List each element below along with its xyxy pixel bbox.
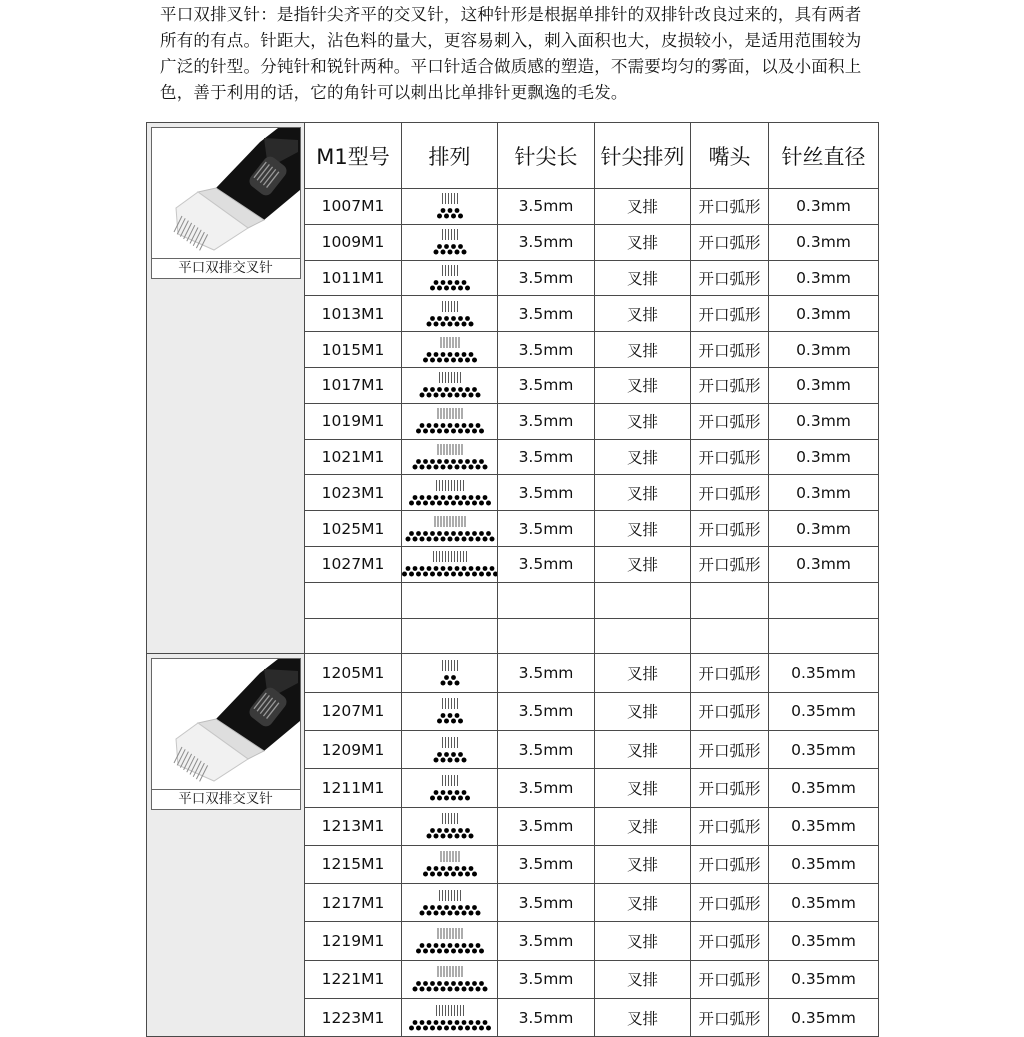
- model-cell: 1217M1: [305, 884, 402, 922]
- header-row: [147, 123, 879, 189]
- needle-arrangement-diagram: [402, 888, 498, 918]
- diameter-cell: 0.3mm: [769, 511, 879, 547]
- product-image-caption: 平口双排交叉针: [152, 258, 300, 278]
- model-cell: 1021M1: [305, 439, 402, 475]
- needle-arrangement-diagram: [402, 811, 498, 841]
- model-cell: 1207M1: [305, 692, 402, 730]
- model-cell: [305, 582, 402, 618]
- tip-length-cell: 3.5mm: [498, 769, 595, 807]
- model-cell: 1209M1: [305, 730, 402, 768]
- needle-arrangement-diagram: [402, 658, 498, 688]
- mouth-cell: 开口弧形: [691, 845, 769, 883]
- model-cell: 1223M1: [305, 999, 402, 1037]
- tip-arrangement-cell: 叉排: [595, 296, 691, 332]
- tip-arrangement-cell: 叉排: [595, 960, 691, 998]
- tip-length-cell: 3.5mm: [498, 884, 595, 922]
- needle-arrangement-diagram: [402, 478, 498, 508]
- model-cell: 1007M1: [305, 189, 402, 225]
- tip-arrangement-cell: 叉排: [595, 845, 691, 883]
- tip-length-cell: 3.5mm: [498, 730, 595, 768]
- mouth-cell: 开口弧形: [691, 922, 769, 960]
- model-cell: 1015M1: [305, 332, 402, 368]
- needle-arrangement-diagram: [402, 621, 498, 651]
- model-cell: 1011M1: [305, 260, 402, 296]
- mouth-cell: 开口弧形: [691, 475, 769, 511]
- tattoo-cartridge-needle-icon: [152, 128, 300, 258]
- diameter-cell: 0.3mm: [769, 224, 879, 260]
- diameter-cell: 0.3mm: [769, 189, 879, 225]
- tip-length-cell: [498, 618, 595, 654]
- diameter-cell: 0.3mm: [769, 332, 879, 368]
- diameter-cell: [769, 618, 879, 654]
- product-image-frame: [151, 127, 301, 279]
- tip-length-cell: 3.5mm: [498, 224, 595, 260]
- diameter-cell: 0.35mm: [769, 730, 879, 768]
- mouth-cell: 开口弧形: [691, 807, 769, 845]
- arrangement-cell: [402, 546, 498, 582]
- model-cell: 1219M1: [305, 922, 402, 960]
- tip-arrangement-cell: [595, 618, 691, 654]
- arrangement-cell: [402, 654, 498, 692]
- diameter-cell: 0.35mm: [769, 845, 879, 883]
- tip-arrangement-cell: 叉排: [595, 769, 691, 807]
- table-row: [147, 654, 879, 692]
- diameter-cell: 0.35mm: [769, 769, 879, 807]
- group-image-cell: [147, 123, 305, 654]
- needle-arrangement-diagram: [402, 964, 498, 994]
- tip-arrangement-cell: 叉排: [595, 260, 691, 296]
- model-cell: 1019M1: [305, 403, 402, 439]
- tip-length-cell: 3.5mm: [498, 403, 595, 439]
- mouth-cell: 开口弧形: [691, 189, 769, 225]
- diameter-cell: 0.35mm: [769, 999, 879, 1037]
- arrangement-cell: [402, 260, 498, 296]
- arrangement-cell: [402, 475, 498, 511]
- needle-arrangement-diagram: [402, 849, 498, 879]
- tip-arrangement-cell: 叉排: [595, 403, 691, 439]
- tip-arrangement-cell: 叉排: [595, 367, 691, 403]
- model-cell: 1215M1: [305, 845, 402, 883]
- arrangement-cell: [402, 367, 498, 403]
- needle-spec-table: [146, 122, 879, 1037]
- model-cell: 1211M1: [305, 769, 402, 807]
- tip-arrangement-cell: 叉排: [595, 884, 691, 922]
- diameter-cell: 0.3mm: [769, 439, 879, 475]
- tip-length-cell: [498, 582, 595, 618]
- arrangement-cell: [402, 439, 498, 475]
- intro-paragraph: [160, 2, 876, 106]
- tip-length-cell: 3.5mm: [498, 807, 595, 845]
- tip-length-cell: 3.5mm: [498, 439, 595, 475]
- diameter-cell: 0.3mm: [769, 475, 879, 511]
- mouth-cell: 开口弧形: [691, 692, 769, 730]
- model-cell: [305, 618, 402, 654]
- arrangement-cell: [402, 692, 498, 730]
- mouth-cell: 开口弧形: [691, 999, 769, 1037]
- mouth-cell: 开口弧形: [691, 730, 769, 768]
- diameter-cell: 0.35mm: [769, 654, 879, 692]
- mouth-cell: 开口弧形: [691, 260, 769, 296]
- intro-line: 平口双排叉针：是指针尖齐平的交叉针，这种针形是根据单排针的双排针改良过来的，具有两者: [160, 5, 862, 24]
- mouth-cell: 开口弧形: [691, 960, 769, 998]
- needle-arrangement-diagram: [402, 191, 498, 221]
- mouth-cell: 开口弧形: [691, 224, 769, 260]
- intro-line: 广泛的针型。分钝针和锐针两种。平口针适合做质感的塑造，不需要均匀的雾面，以及小面积上: [160, 57, 862, 76]
- model-cell: 1213M1: [305, 807, 402, 845]
- arrangement-cell: [402, 189, 498, 225]
- tip-arrangement-cell: 叉排: [595, 654, 691, 692]
- product-image-frame: [151, 658, 301, 810]
- tip-length-cell: 3.5mm: [498, 546, 595, 582]
- needle-arrangement-diagram: [402, 335, 498, 365]
- needle-arrangement-diagram: [402, 773, 498, 803]
- diameter-cell: 0.3mm: [769, 546, 879, 582]
- needle-arrangement-diagram: [402, 514, 498, 544]
- arrangement-cell: [402, 618, 498, 654]
- diameter-cell: 0.35mm: [769, 807, 879, 845]
- tip-length-cell: 3.5mm: [498, 296, 595, 332]
- tip-length-cell: 3.5mm: [498, 692, 595, 730]
- tip-arrangement-cell: 叉排: [595, 999, 691, 1037]
- tip-length-cell: 3.5mm: [498, 654, 595, 692]
- column-header: M1型号: [305, 123, 402, 189]
- column-header: 针丝直径: [769, 123, 879, 189]
- arrangement-cell: [402, 807, 498, 845]
- product-image-caption: 平口双排交叉针: [152, 789, 300, 809]
- needle-arrangement-diagram: [402, 227, 498, 257]
- tip-length-cell: 3.5mm: [498, 332, 595, 368]
- needle-arrangement-diagram: [402, 696, 498, 726]
- diameter-cell: 0.35mm: [769, 884, 879, 922]
- tip-arrangement-cell: 叉排: [595, 546, 691, 582]
- needle-arrangement-diagram: [402, 926, 498, 956]
- model-cell: 1009M1: [305, 224, 402, 260]
- tip-arrangement-cell: 叉排: [595, 332, 691, 368]
- diameter-cell: [769, 582, 879, 618]
- tip-length-cell: 3.5mm: [498, 260, 595, 296]
- needle-arrangement-diagram: [402, 299, 498, 329]
- arrangement-cell: [402, 999, 498, 1037]
- tip-arrangement-cell: 叉排: [595, 439, 691, 475]
- mouth-cell: 开口弧形: [691, 654, 769, 692]
- model-cell: 1221M1: [305, 960, 402, 998]
- tip-arrangement-cell: 叉排: [595, 224, 691, 260]
- tip-length-cell: 3.5mm: [498, 845, 595, 883]
- needle-arrangement-diagram: [402, 585, 498, 615]
- mouth-cell: 开口弧形: [691, 546, 769, 582]
- needle-arrangement-diagram: [402, 263, 498, 293]
- arrangement-cell: [402, 296, 498, 332]
- model-cell: 1205M1: [305, 654, 402, 692]
- arrangement-cell: [402, 224, 498, 260]
- mouth-cell: [691, 618, 769, 654]
- needle-arrangement-diagram: [402, 442, 498, 472]
- tip-arrangement-cell: 叉排: [595, 511, 691, 547]
- mouth-cell: 开口弧形: [691, 884, 769, 922]
- diameter-cell: 0.35mm: [769, 922, 879, 960]
- mouth-cell: 开口弧形: [691, 403, 769, 439]
- mouth-cell: 开口弧形: [691, 367, 769, 403]
- intro-line: 色，善于利用的话，它的角针可以刺出比单排针更飘逸的毛发。: [160, 83, 628, 102]
- column-header: 排列: [402, 123, 498, 189]
- tip-length-cell: 3.5mm: [498, 922, 595, 960]
- arrangement-cell: [402, 332, 498, 368]
- mouth-cell: 开口弧形: [691, 332, 769, 368]
- tip-arrangement-cell: 叉排: [595, 692, 691, 730]
- column-header: 针尖排列: [595, 123, 691, 189]
- diameter-cell: 0.3mm: [769, 260, 879, 296]
- model-cell: 1025M1: [305, 511, 402, 547]
- tip-arrangement-cell: [595, 582, 691, 618]
- tip-length-cell: 3.5mm: [498, 999, 595, 1037]
- model-cell: 1017M1: [305, 367, 402, 403]
- tip-arrangement-cell: 叉排: [595, 807, 691, 845]
- diameter-cell: 0.35mm: [769, 692, 879, 730]
- diameter-cell: 0.3mm: [769, 403, 879, 439]
- needle-arrangement-diagram: [402, 1003, 498, 1033]
- mouth-cell: 开口弧形: [691, 296, 769, 332]
- arrangement-cell: [402, 884, 498, 922]
- arrangement-cell: [402, 730, 498, 768]
- group-image-cell: [147, 654, 305, 1037]
- tip-length-cell: 3.5mm: [498, 475, 595, 511]
- model-cell: 1013M1: [305, 296, 402, 332]
- diameter-cell: 0.35mm: [769, 960, 879, 998]
- tip-arrangement-cell: 叉排: [595, 189, 691, 225]
- arrangement-cell: [402, 845, 498, 883]
- tip-length-cell: 3.5mm: [498, 367, 595, 403]
- diameter-cell: 0.3mm: [769, 367, 879, 403]
- column-header: 针尖长: [498, 123, 595, 189]
- arrangement-cell: [402, 769, 498, 807]
- needle-arrangement-diagram: [402, 735, 498, 765]
- needle-arrangement-diagram: [402, 370, 498, 400]
- needle-arrangement-diagram: [402, 549, 498, 579]
- column-header: 嘴头: [691, 123, 769, 189]
- mouth-cell: 开口弧形: [691, 769, 769, 807]
- tattoo-cartridge-needle-icon: [152, 659, 300, 789]
- model-cell: 1023M1: [305, 475, 402, 511]
- mouth-cell: 开口弧形: [691, 511, 769, 547]
- mouth-cell: [691, 582, 769, 618]
- tip-length-cell: 3.5mm: [498, 960, 595, 998]
- arrangement-cell: [402, 403, 498, 439]
- tip-arrangement-cell: 叉排: [595, 730, 691, 768]
- diameter-cell: 0.3mm: [769, 296, 879, 332]
- arrangement-cell: [402, 922, 498, 960]
- tip-length-cell: 3.5mm: [498, 511, 595, 547]
- arrangement-cell: [402, 582, 498, 618]
- arrangement-cell: [402, 511, 498, 547]
- tip-arrangement-cell: 叉排: [595, 475, 691, 511]
- intro-line: 所有的有点。针距大，沾色料的量大，更容易刺入，刺入面积也大，皮损较小，是适用范围较为: [160, 31, 862, 50]
- tip-length-cell: 3.5mm: [498, 189, 595, 225]
- arrangement-cell: [402, 960, 498, 998]
- model-cell: 1027M1: [305, 546, 402, 582]
- mouth-cell: 开口弧形: [691, 439, 769, 475]
- tip-arrangement-cell: 叉排: [595, 922, 691, 960]
- needle-arrangement-diagram: [402, 406, 498, 436]
